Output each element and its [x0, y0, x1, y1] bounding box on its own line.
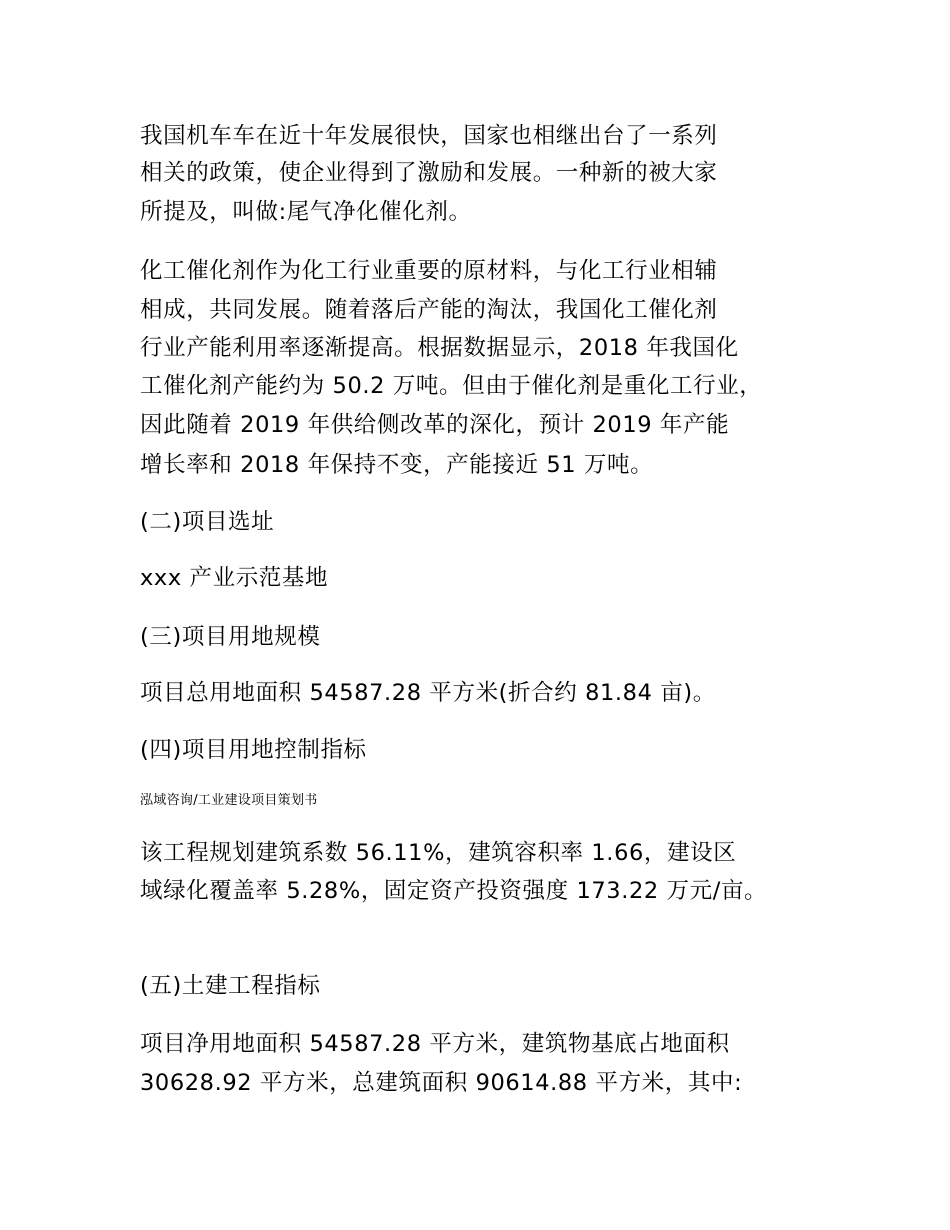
civil-line-2: 30628.92 平方米，总建筑面积 90614.88 平方米，其中: — [140, 1070, 743, 1096]
industry-line-2: 相成，共同发展。随着落后产能的淘汰，我国化工催化剂 — [140, 297, 718, 323]
control-line-1: 该工程规划建筑系数 56.11%，建筑容积率 1.66，建设区 — [140, 840, 737, 866]
industry-line-5: 因此随着 2019 年供给侧改革的深化，预计 2019 年产能 — [140, 412, 730, 438]
industry-line-1: 化工催化剂作为化工行业重要的原材料，与化工行业相辅 — [140, 258, 718, 284]
site-value: xxx 产业示范基地 — [140, 565, 329, 591]
intro-line-3: 所提及，叫做:尾气净化催化剂。 — [140, 199, 472, 225]
source-note: 泓域咨询/工业建设项目策划书 — [140, 793, 318, 808]
land-heading: (三)项目用地规模 — [140, 624, 321, 650]
civil-heading: (五)土建工程指标 — [140, 973, 321, 999]
land-value: 项目总用地面积 54587.28 平方米(折合约 81.84 亩)。 — [140, 680, 716, 706]
industry-line-6: 增长率和 2018 年保持不变，产能接近 51 万吨。 — [140, 452, 654, 478]
control-line-2: 域绿化覆盖率 5.28%，固定资产投资强度 173.22 万元/亩。 — [140, 878, 768, 904]
site-heading: (二)项目选址 — [140, 509, 275, 535]
intro-line-1: 我国机车车在近十年发展很快，国家也相继出台了一系列 — [140, 123, 718, 149]
intro-line-2: 相关的政策，使企业得到了激励和发展。一种新的被大家 — [140, 160, 718, 186]
control-heading: (四)项目用地控制指标 — [140, 737, 367, 763]
industry-line-4: 工催化剂产能约为 50.2 万吨。但由于催化剂是重化工行业， — [140, 373, 763, 399]
civil-line-1: 项目净用地面积 54587.28 平方米，建筑物基底占地面积 — [140, 1031, 730, 1057]
industry-line-3: 行业产能利用率逐渐提高。根据数据显示，2018 年我国化 — [140, 335, 739, 361]
